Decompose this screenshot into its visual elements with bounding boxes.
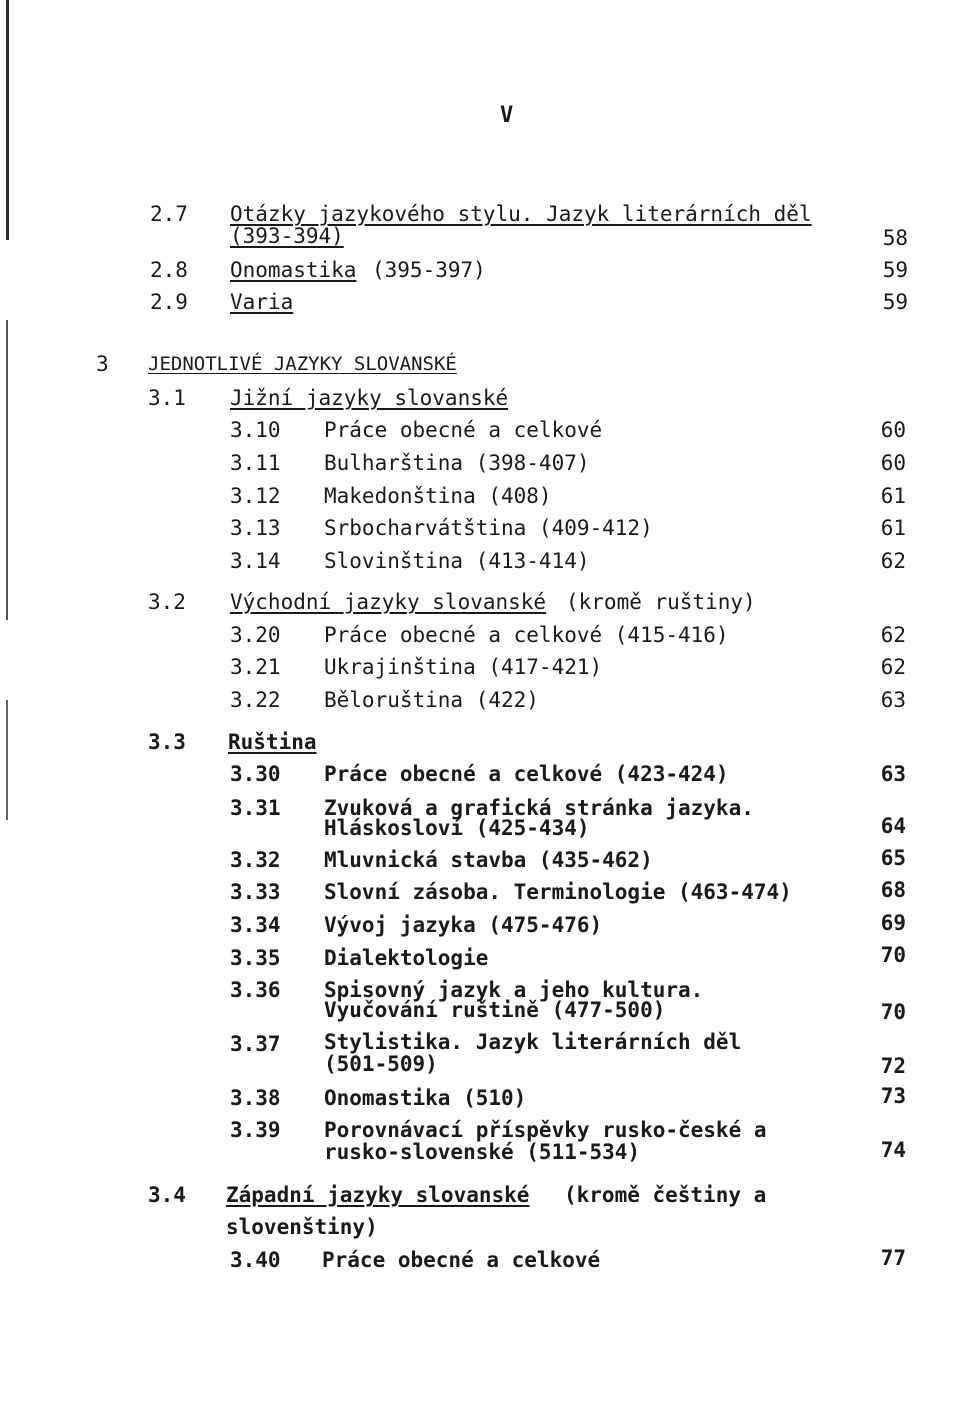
scan-margin-line	[6, 0, 9, 240]
subsection-title: Východní jazyky slovanské	[230, 590, 547, 614]
entry-page: 59	[882, 290, 908, 314]
entry-number: 3.20	[230, 623, 281, 647]
entry-number: 3.40	[230, 1248, 281, 1272]
entry-title: Zvuková a grafická stránka jazyka.	[324, 796, 754, 820]
entry-title-cont: Vyučování ruštině (477-500)	[324, 998, 666, 1022]
entry-number: 3.30	[230, 762, 281, 786]
entry-page: 73	[880, 1084, 906, 1108]
section-number: 3	[96, 352, 109, 376]
entry-page: 65	[880, 846, 906, 870]
entry-number: 3.22	[230, 688, 281, 712]
entry-number: 3.10	[230, 418, 281, 442]
entry-page: 60	[880, 418, 906, 442]
entry-title: Vývoj jazyka (475-476)	[324, 913, 603, 937]
entry-title-cont: Hláskosloví (425-434)	[324, 816, 590, 840]
entry-number: 2.7	[150, 202, 188, 226]
entry-title: Onomastika (510)	[324, 1086, 527, 1110]
entry-number: 3.35	[230, 946, 281, 970]
entry-page: 61	[880, 484, 906, 508]
subsection-note: (kromě češtiny a	[564, 1183, 767, 1207]
scan-margin-line	[6, 700, 8, 820]
entry-page: 58	[882, 226, 908, 250]
subsection-title: Ruština	[228, 730, 317, 754]
entry-title: Stylistika. Jazyk literárních děl	[324, 1030, 742, 1054]
entry-number: 2.9	[150, 290, 188, 314]
entry-title: Porovnávací příspěvky rusko-české a	[324, 1118, 767, 1142]
entry-title: Bulharština (398-407)	[324, 451, 590, 475]
subsection-title: Západní jazyky slovanské	[226, 1183, 530, 1207]
page-number: V	[500, 103, 514, 128]
entry-page: 70	[880, 1000, 906, 1024]
entry-number: 3.21	[230, 655, 281, 679]
subsection-number: 3.1	[148, 386, 186, 410]
subsection-number: 3.2	[148, 590, 186, 614]
entry-title: Spisovný jazyk a jeho kultura.	[324, 978, 704, 1002]
entry-page: 62	[880, 623, 906, 647]
entry-title: Otázky jazykového stylu. Jazyk literárních děl	[230, 202, 812, 226]
entry-page: 69	[880, 911, 906, 935]
entry-number: 3.13	[230, 516, 281, 540]
entry-title: Práce obecné a celkové (415-416)	[324, 623, 729, 647]
entry-number: 3.36	[230, 978, 281, 1002]
subsection-title: Jižní jazyky slovanské	[230, 386, 509, 410]
subsection-note: (kromě ruštiny)	[566, 590, 756, 614]
section-title: JEDNOTLIVÉ JAZYKY SLOVANSKÉ	[148, 353, 457, 375]
entry-title: Práce obecné a celkové	[324, 418, 603, 442]
entry-page: 70	[880, 943, 906, 967]
entry-title: Mluvnická stavba (435-462)	[324, 848, 653, 872]
entry-page: 77	[880, 1246, 906, 1270]
entry-number: 3.11	[230, 451, 281, 475]
entry-title: Srbocharvátština (409-412)	[324, 516, 653, 540]
entry-title-cont: rusko-slovenské (511-534)	[324, 1140, 641, 1164]
entry-number: 2.8	[150, 258, 188, 282]
entry-number: 3.12	[230, 484, 281, 508]
entry-page: 62	[880, 655, 906, 679]
subsection-note-cont: slovenštiny)	[226, 1215, 378, 1239]
entry-page: 62	[880, 549, 906, 573]
entry-page: 63	[880, 688, 906, 712]
entry-page: 59	[882, 258, 908, 282]
entry-number: 3.37	[230, 1032, 281, 1056]
entry-number: 3.14	[230, 549, 281, 573]
subsection-number: 3.3	[148, 730, 186, 754]
entry-number: 3.33	[230, 880, 281, 904]
entry-page: 64	[880, 814, 906, 838]
scan-margin-line	[6, 320, 8, 620]
entry-number: 3.32	[230, 848, 281, 872]
entry-number: 3.34	[230, 913, 281, 937]
entry-page: 68	[880, 878, 906, 902]
entry-title: Slovní zásoba. Terminologie (463-474)	[324, 880, 792, 904]
entry-page: 63	[880, 762, 906, 786]
entry-page: 60	[880, 451, 906, 475]
entry-title: Dialektologie	[324, 946, 489, 970]
entry-title: Varia	[230, 290, 294, 314]
entry-title: Práce obecné a celkové (423-424)	[324, 762, 729, 786]
entry-page: 72	[880, 1054, 906, 1078]
entry-title: Práce obecné a celkové	[322, 1248, 601, 1272]
entry-page: 61	[880, 516, 906, 540]
entry-number: 3.39	[230, 1118, 281, 1142]
entry-title: Onomastika	[230, 258, 357, 282]
entry-title: Makedonština (408)	[324, 484, 552, 508]
entry-title-cont: (393-394)	[230, 224, 344, 248]
entry-title: Běloruština (422)	[324, 688, 539, 712]
entry-number: 3.31	[230, 796, 281, 820]
subsection-number: 3.4	[148, 1183, 186, 1207]
entry-title: Slovinština (413-414)	[324, 549, 590, 573]
entry-range: (395-397)	[372, 258, 486, 282]
entry-title: Ukrajinština (417-421)	[324, 655, 603, 679]
entry-title-cont: (501-509)	[324, 1052, 438, 1076]
entry-number: 3.38	[230, 1086, 281, 1110]
entry-page: 74	[880, 1138, 906, 1162]
